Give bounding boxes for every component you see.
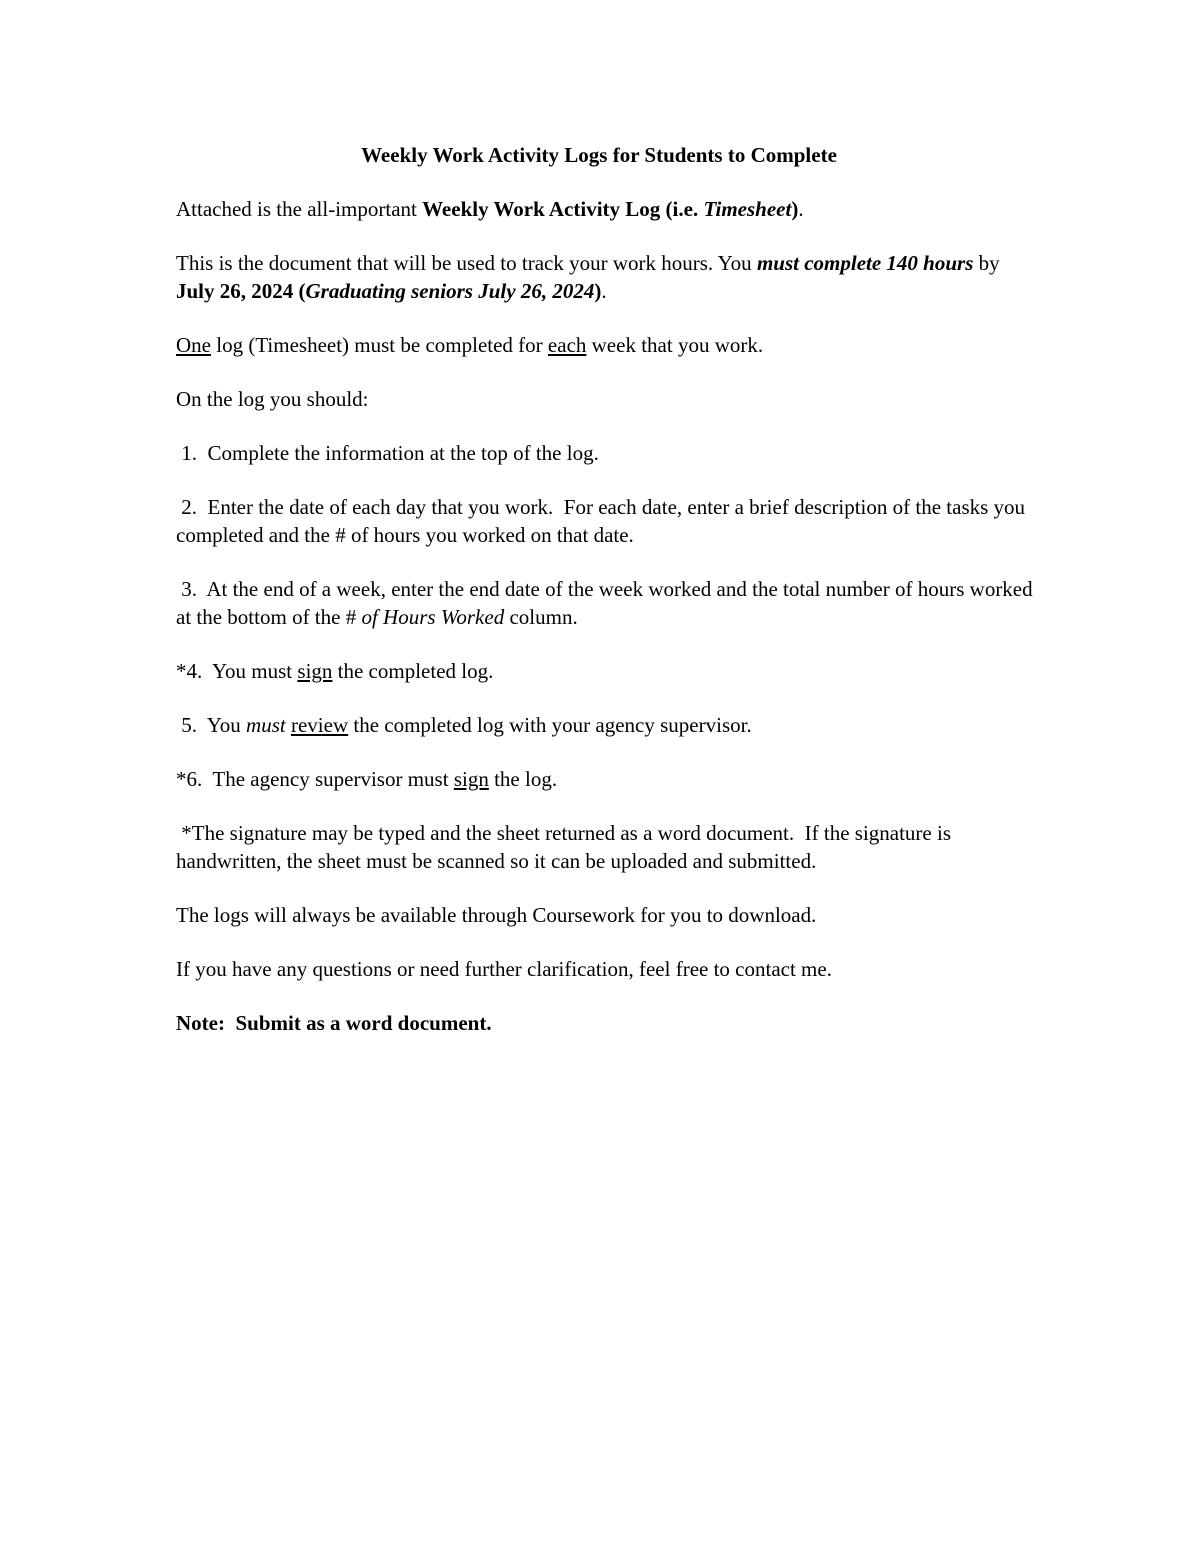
step-6: *6. The agency supervisor must sign the log. [176,767,558,791]
hours-paragraph: This is the document that will be used to track your work hours. You must complete 140 hours by July 26, 2024 (Graduating seniors July 26, 2024). [176,251,1000,303]
step-3: 3. At the end of a week, enter the end date of the week worked and the total number of hours worked at the bottom of the # of Hours Worked column. [176,577,1038,629]
one-log-paragraph: One log (Timesheet) must be completed for each week that you work. [176,333,764,357]
on-log-paragraph: On the log you should: [176,387,369,411]
step-1: 1. Complete the information at the top of the log. [176,441,599,465]
step-4: *4. You must sign the completed log. [176,659,494,683]
document-page [176,141,1036,1063]
submission-note: Note: Submit as a word document. [176,1011,492,1035]
document-title: Weekly Work Activity Logs for Students to Complete [361,143,837,167]
signature-note: *The signature may be typed and the sheet returned as a word document. If the signature is handwritten, the sheet must be scanned so it can be uploaded and submitted. [176,821,957,873]
step-2: 2. Enter the date of each day that you work. For each date, enter a brief description of the tasks you completed and the # of hours you worked on that date. [176,495,1031,547]
step-5: 5. You must review the completed log with your agency supervisor. [176,713,752,737]
availability-paragraph: The logs will always be available through Coursework for you to download. [176,903,817,927]
questions-paragraph: If you have any questions or need further clarification, feel free to contact me. [176,957,832,981]
intro-paragraph: Attached is the all-important Weekly Work Activity Log (i.e. Timesheet). [176,197,804,221]
